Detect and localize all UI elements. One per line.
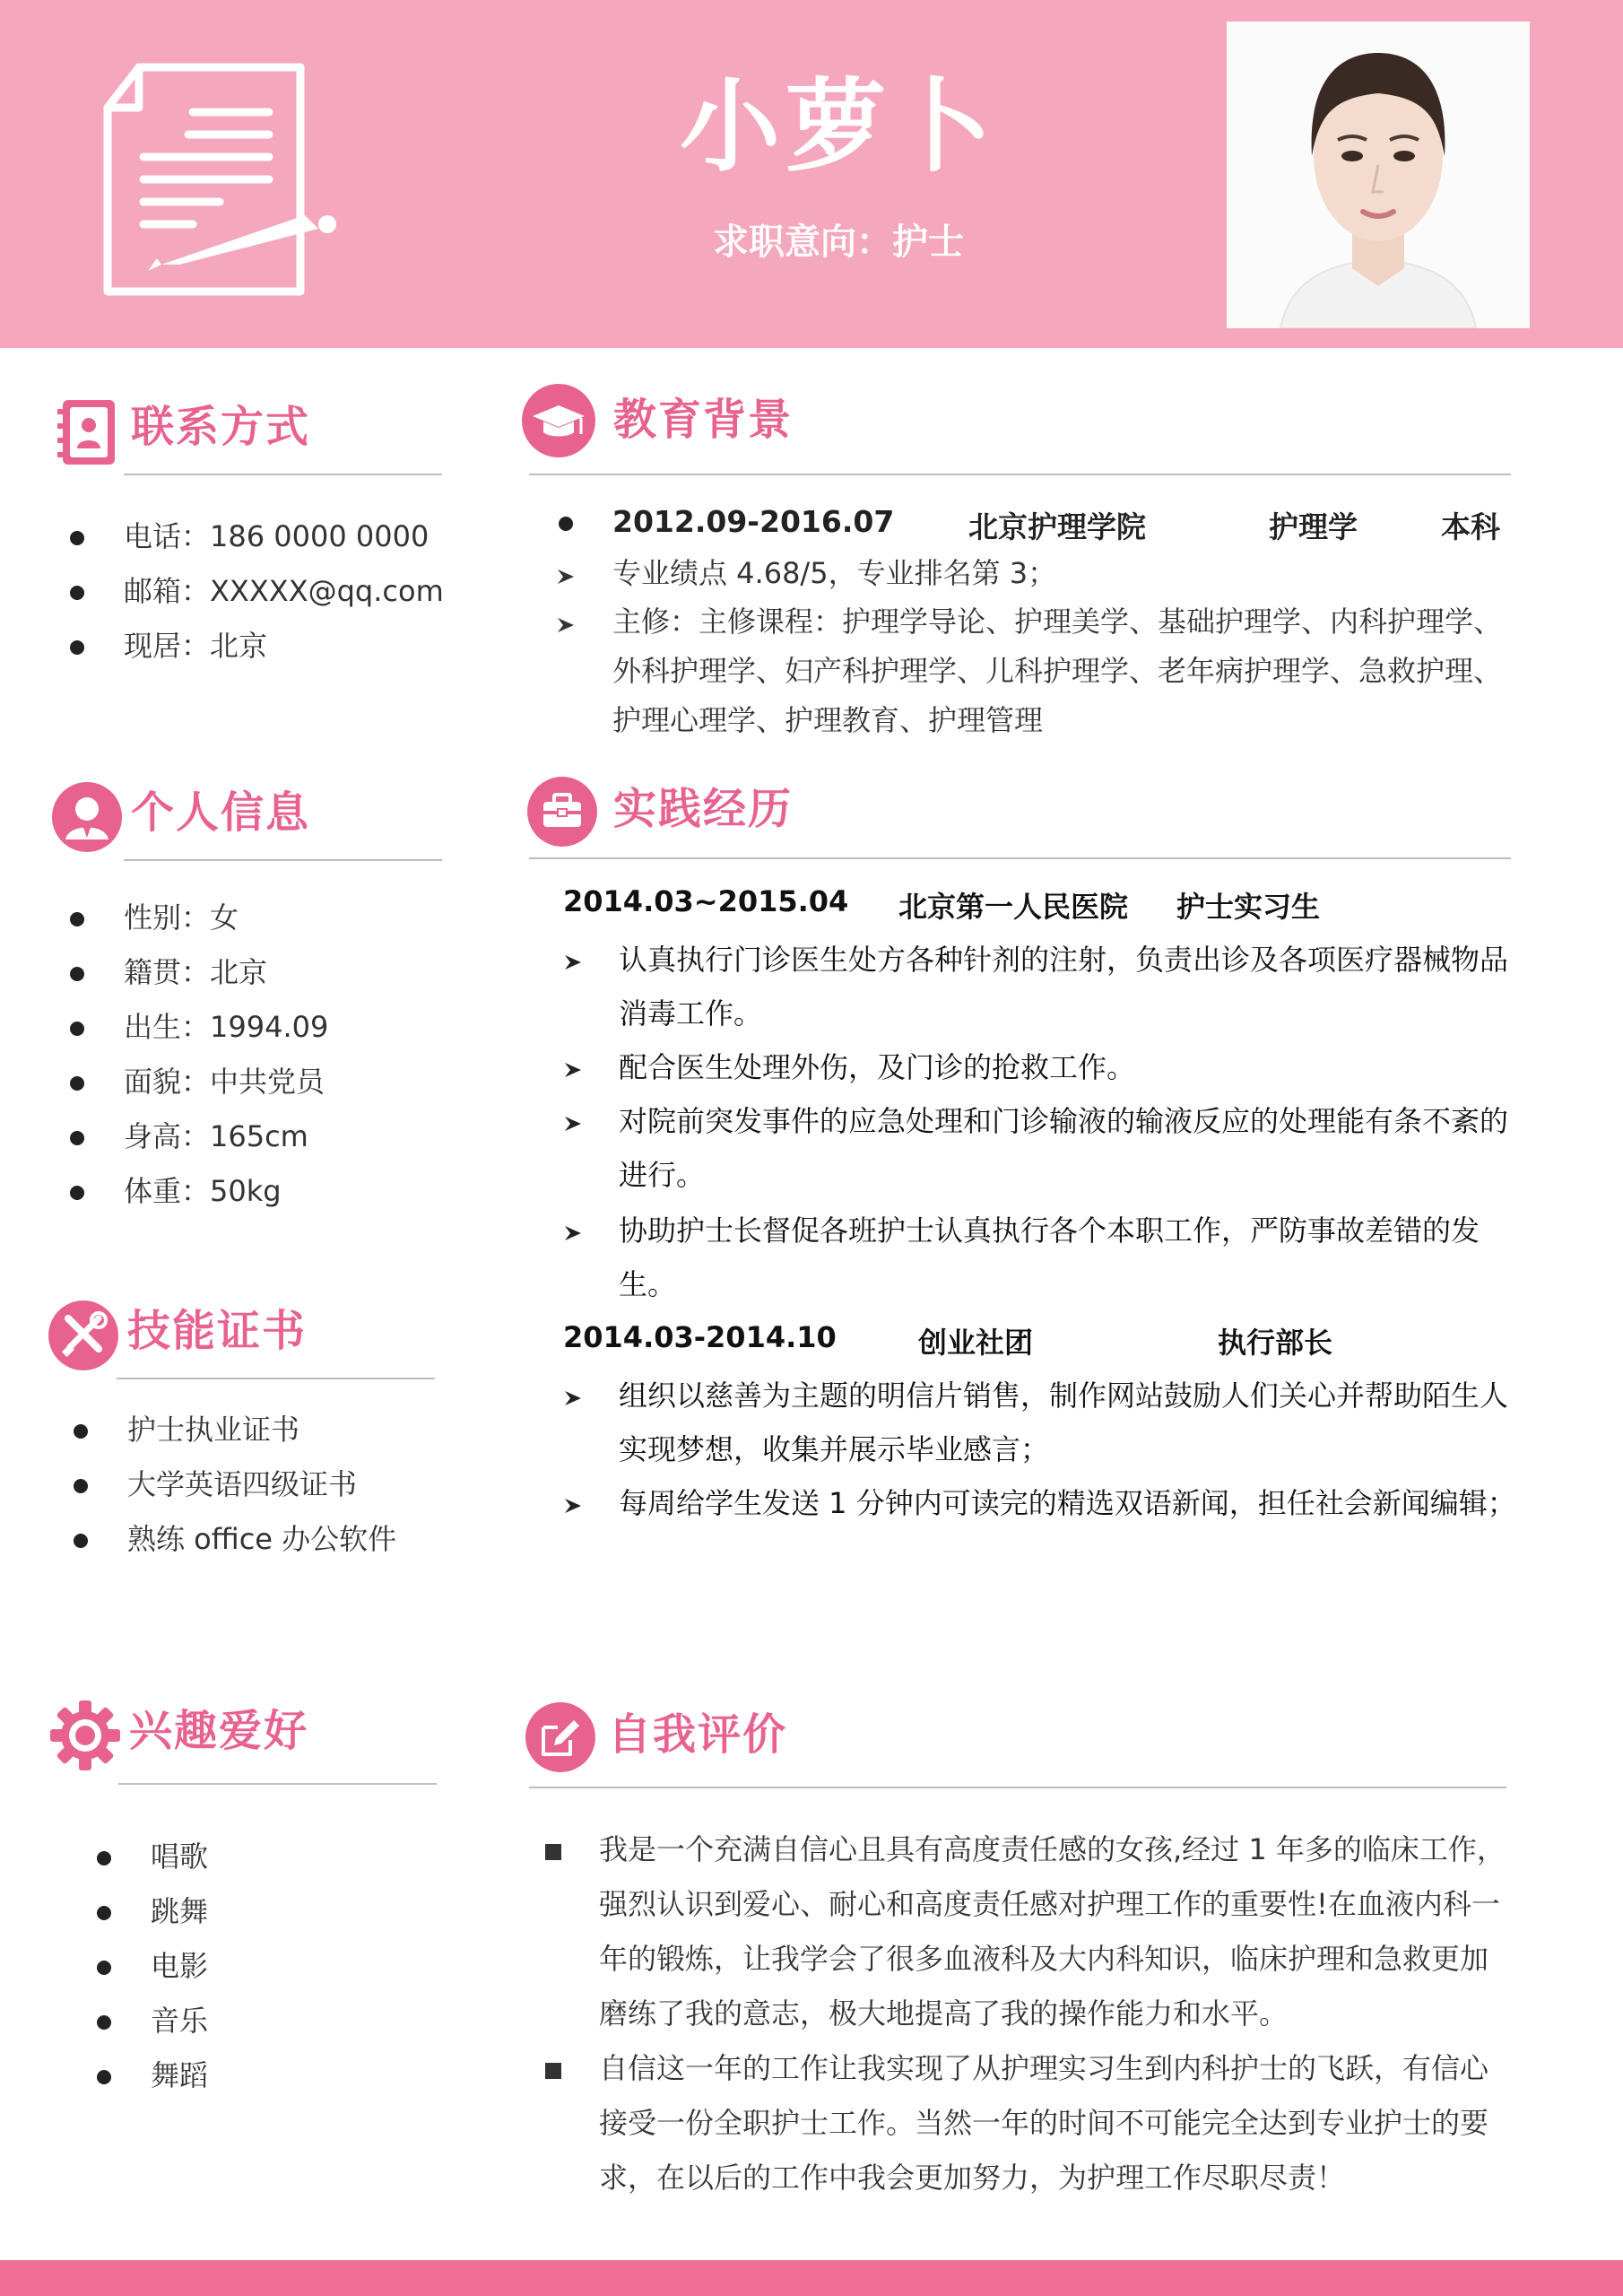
header-banner [0,0,1623,348]
arrow-bullet-icon [556,615,576,635]
bullet-icon [70,586,84,600]
arrow-bullet-icon [563,1496,583,1516]
list-item: 身高：165cm [70,1109,328,1164]
bullet-icon [97,1906,111,1920]
education-period: 2012.09-2016.07 [612,504,895,539]
bullet-icon [559,517,573,531]
education-courses: 主修：主修课程：护理学导论、护理美学、基础护理学、内科护理学、 外科护理学、妇产科护理学、儿科护理学、老年病护理学、急救护理、 护理心理学、护理教育、护理管理 [612,604,1503,737]
education-degree: 本科 [1441,509,1500,544]
list-item: 体重：50kg [70,1164,328,1219]
list-item: 唱歌 [97,1830,208,1884]
bullet-icon [70,1076,84,1091]
education-header-row [551,499,1502,549]
portrait-image [1227,22,1530,328]
education-divider [529,474,1511,475]
bullet-icon [97,2015,111,2030]
education-section-title: 教育背景 [613,395,794,445]
job1-role: 护士实习生 [1176,890,1321,924]
education-gpa: 专业绩点 4.68/5，专业排名第 3； [612,556,1057,590]
bullet-icon [70,531,84,545]
job-intent: 求职意向：护士 [713,222,964,263]
skills-list [74,1403,396,1567]
resume-document-icon [103,63,345,296]
list-item: 邮箱：XXXXX@qq.com [70,564,444,619]
bullet-icon [97,1851,111,1866]
list-item: 性别：女 [70,891,328,945]
evaluation-section-title: 自我评价 [608,1709,788,1760]
personal-divider [124,859,442,861]
contact-divider [124,474,442,475]
list-item: 跳舞 [97,1884,208,1939]
bullet-icon [70,1186,84,1200]
job1-period: 2014.03~2015.04 [563,884,849,918]
list-item: 现居：北京 [70,619,444,674]
bullet-icon [70,967,84,981]
bullet-icon [70,640,84,655]
briefcase-icon [527,777,597,847]
footer-bar [0,2260,1623,2296]
personal-info-list [70,891,328,1219]
contact-section-title: 联系方式 [131,402,311,452]
tools-icon [48,1300,118,1370]
square-bullet-icon [545,1844,561,1860]
job1-bullet-1: 认真执行门诊医生处方各种针剂的注射，负责出诊及各项医疗器械物品 消毒工作。 [619,943,1509,1031]
skills-section-title: 技能证书 [127,1306,308,1356]
person-icon [52,782,122,852]
evaluation-paragraph-1: 我是一个充满自信心且具有高度责任感的女孩,经过 1 年多的临床工作， 强烈认识到爱心、耐心和高度责任感对护理工作的重要性!在血液内科一 年的锻炼，让我学会了很多血液科及大内科知识，临床护理和急救更加 磨练了我的意志，极大地提高了我的操作能力和水平。 [599,1832,1506,2031]
square-bullet-icon [545,2063,561,2079]
hobbies-divider [118,1783,437,1785]
job2-bullet-2: 每周给学生发送 1 分钟内可读完的精选双语新闻，担任社会新闻编辑； [619,1486,1516,1520]
arrow-bullet-icon [563,952,583,972]
list-item: 面貌：中共党员 [70,1055,328,1109]
evaluation-paragraph-2: 自信这一年的工作让我实现了从护理实习生到内科护士的飞跃，有信心 接受一份全职护士工作。当然一年的时间不可能完全达到专业护士的要 求，在以后的工作中我会更加努力，为护理工作尽职尽责！ [599,2051,1489,2195]
evaluation-divider [529,1787,1506,1788]
bullet-icon [70,1022,84,1036]
list-item: 音乐 [97,1994,208,2048]
gear-icon [50,1700,120,1770]
edit-icon [525,1702,595,1772]
bullet-icon [97,2070,111,2084]
bullet-icon [70,912,84,926]
arrow-bullet-icon [563,1223,583,1243]
education-school: 北京护理学院 [968,509,1146,544]
bullet-icon [74,1534,88,1548]
list-item: 出生：1994.09 [70,1000,328,1055]
education-major: 护理学 [1269,509,1358,544]
arrow-bullet-icon [563,1114,583,1134]
hobbies-section-title: 兴趣爱好 [129,1706,309,1756]
bullet-icon [70,1131,84,1145]
list-item: 电影 [97,1939,208,1994]
job2-period: 2014.03-2014.10 [563,1320,837,1354]
arrow-bullet-icon [556,567,576,587]
list-item: 电话：186 0000 0000 [70,509,444,564]
practice-section-title: 实践经历 [613,784,794,834]
arrow-bullet-icon [563,1388,583,1408]
profile-photo [1227,22,1530,328]
list-item: 籍贯：北京 [70,945,328,1000]
list-item: 熟练 office 办公软件 [74,1512,396,1567]
arrow-bullet-icon [563,1060,583,1080]
graduation-cap-icon [522,384,595,457]
personal-section-title: 个人信息 [131,787,311,838]
job1-bullet-4: 协助护士长督促各班护士认真执行各个本职工作，严防事故差错的发 生。 [619,1213,1480,1301]
bullet-icon [74,1424,88,1439]
candidate-name: 小萝卜 [680,69,997,186]
list-item: 舞蹈 [97,2048,208,2103]
job1-bullet-3: 对院前突发事件的应急处理和门诊输液的输液反应的处理能有条不紊的 进行。 [619,1104,1509,1192]
practice-divider [529,857,1511,859]
list-item: 大学英语四级证书 [74,1457,396,1512]
contact-list [70,509,444,674]
contact-book-icon [56,398,118,466]
job2-org: 创业社团 [918,1326,1034,1360]
job1-bullet-2: 配合医生处理外伤，及门诊的抢救工作。 [619,1050,1136,1084]
bullet-icon [74,1479,88,1493]
job1-org: 北京第一人民医院 [898,890,1129,924]
bullet-icon [97,1961,111,1975]
skills-divider [117,1378,435,1379]
hobbies-list [97,1830,208,2103]
list-item: 护士执业证书 [74,1403,396,1457]
job2-bullet-1: 组织以慈善为主题的明信片销售，制作网站鼓励人们关心并帮助陌生人 实现梦想，收集并展示毕业感言； [619,1378,1509,1466]
job2-role: 执行部长 [1218,1326,1333,1360]
